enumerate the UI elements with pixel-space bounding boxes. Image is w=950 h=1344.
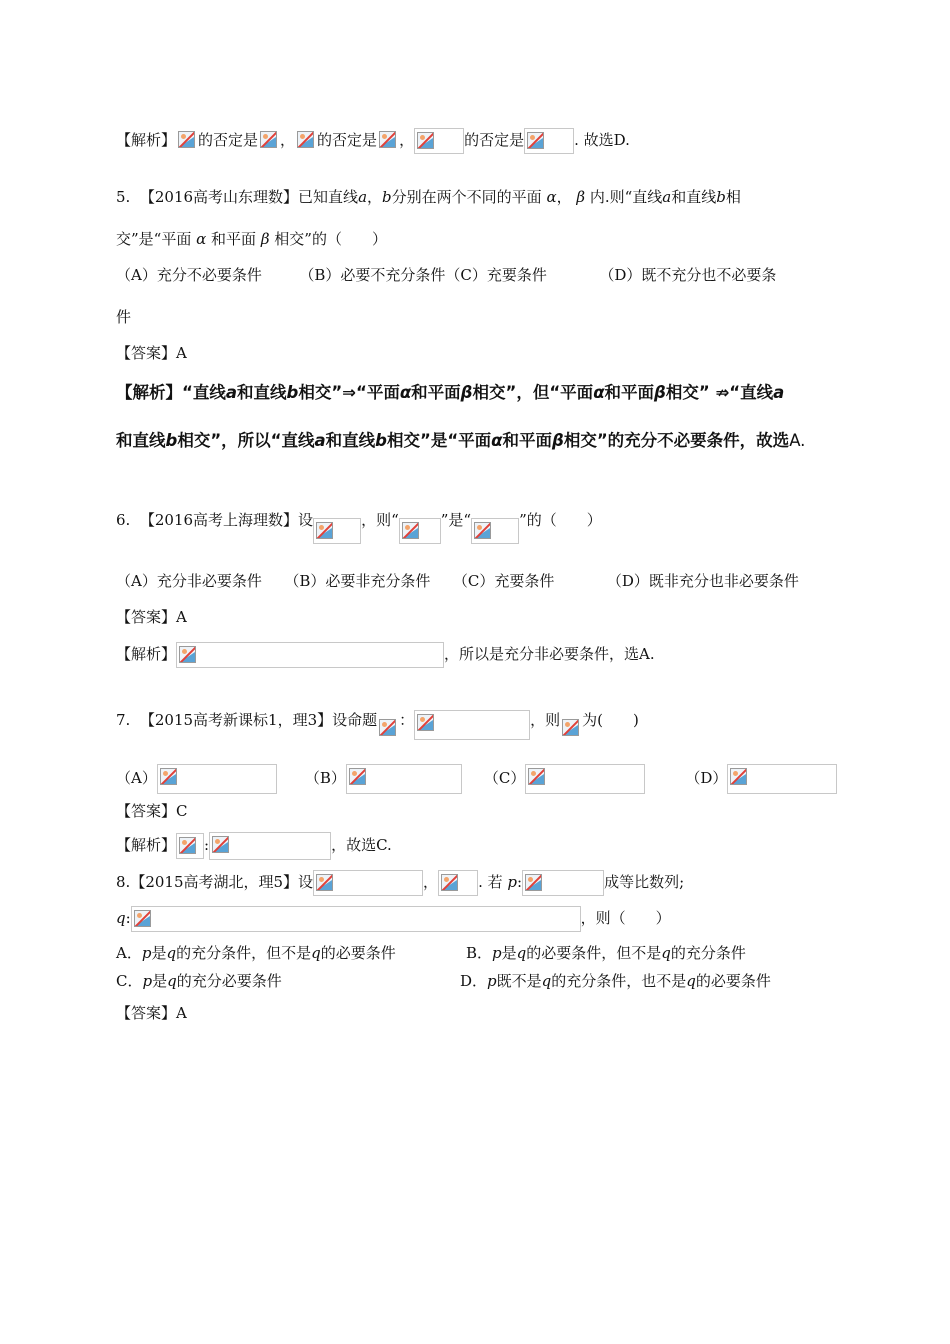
- broken-image-icon: [399, 518, 441, 544]
- q4-analysis: 【解析】 的否定是 ， 的否定是 ， 的否定是 . 故选D.: [116, 128, 630, 154]
- q5-stem-line2: 交”是“平面 α 和平面 β 相交”的（ ）: [116, 230, 387, 248]
- q7-stem: 7. 【2015高考新课标1，理3】设命题 ： ，则 为( ): [116, 706, 639, 736]
- q7-options: （A） （B） （C） （D）: [116, 764, 837, 794]
- broken-image-icon: [414, 128, 464, 154]
- q8-option-b: B．p是q的必要条件，但不是q的充分条件: [466, 944, 746, 962]
- q8-stem-line2: q: ，则（ ）: [116, 906, 671, 932]
- broken-image-icon: [377, 128, 399, 154]
- q7-analysis: 【解析】 : ，故选C.: [116, 832, 392, 860]
- not-implies-icon: ⇏: [715, 383, 730, 402]
- q6-answer: 【答案】A: [116, 608, 187, 626]
- q6-stem: 6. 【2016高考上海理数】设 ，则“ ”是“ ”的（ ）: [116, 508, 602, 534]
- broken-image-icon: [438, 870, 478, 896]
- broken-image-icon: [295, 128, 317, 154]
- q8-option-d: D．p既不是q的充分条件，也不是q的必要条件: [460, 972, 771, 990]
- q5-answer: 【答案】A: [116, 344, 187, 362]
- broken-image-icon: [522, 870, 604, 896]
- broken-image-icon: [176, 128, 198, 154]
- broken-image-icon: [258, 128, 280, 154]
- broken-image-icon: [313, 870, 423, 896]
- q5-options-wrap: 件: [116, 308, 132, 326]
- broken-image-icon: [176, 833, 204, 859]
- broken-image-icon: [525, 764, 645, 794]
- broken-image-icon: [377, 716, 399, 742]
- q6-options: （A）充分非必要条件 （B）必要非充分条件 （C）充要条件 （D）既非充分也非必要条件: [116, 572, 799, 590]
- q7-answer: 【答案】C: [116, 802, 188, 820]
- q8-option-c: C．p是q的充分必要条件: [116, 972, 282, 990]
- broken-image-icon: [209, 832, 331, 860]
- q5-analysis-line2: 和直线b相交”，所以“直线a和直线b相交”是“平面α和平面β相交”的充分不必要条件，故选A.: [116, 431, 806, 450]
- broken-image-icon: [176, 642, 444, 668]
- q5-options: （A）充分不必要条件 （B）必要不充分条件（C）充要条件 （D）既不充分也不必要条: [116, 266, 777, 284]
- broken-image-icon: [727, 764, 837, 794]
- q5-stem-line1: 5. 【2016高考山东理数】已知直线a，b分别在两个不同的平面 α， β 内.则“直线a和直线b相: [116, 188, 741, 206]
- q8-stem-line1: 8.【2015高考湖北，理5】设 ， . 若 p: 成等比数列;: [116, 870, 684, 896]
- broken-image-icon: [414, 710, 530, 740]
- broken-image-icon: [157, 764, 277, 794]
- q6-analysis: 【解析】 ，所以是充分非必要条件，选A.: [116, 642, 655, 668]
- q8-option-a: A．p是q的充分条件，但不是q的必要条件: [116, 944, 396, 962]
- broken-image-icon: [560, 716, 582, 742]
- broken-image-icon: [313, 518, 361, 544]
- q5-analysis-line1: 【解析】“直线a和直线b相交”⇒“平面α和平面β相交”，但“平面α和平面β相交” ⇏“直线a: [116, 383, 785, 402]
- broken-image-icon: [471, 518, 519, 544]
- broken-image-icon: [524, 128, 574, 154]
- q8-answer: 【答案】A: [116, 1004, 187, 1022]
- broken-image-icon: [131, 906, 581, 932]
- broken-image-icon: [346, 764, 462, 794]
